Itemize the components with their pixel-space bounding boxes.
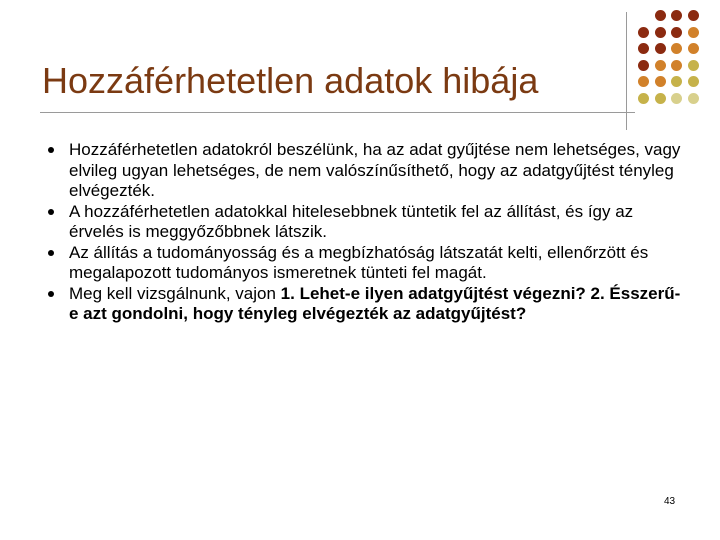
decorative-dot — [688, 43, 699, 54]
decorative-dot — [671, 43, 682, 54]
decorative-dot — [688, 10, 699, 21]
bullet-item-1 — [48, 140, 688, 202]
bullet-item-4 — [48, 284, 688, 325]
bullet-list — [48, 140, 688, 325]
decorative-dot — [638, 76, 649, 87]
decorative-dot — [655, 60, 666, 71]
bullet-text-1: Hozzáférhetetlen adatokról beszélünk, ha az adat gyűjtése nem lehetséges, vagy elvileg ugyan lehetséges, de nem valószínűsíthető, hogy az adatgyűjtést tényleg elvégezték. — [69, 140, 681, 200]
decorative-dot — [638, 60, 649, 71]
bullet-item-3 — [48, 243, 688, 284]
page-number: 43 — [664, 496, 676, 507]
bullet-text-2: A hozzáférhetetlen adatokkal hitelesebbnek tüntetik fel az állítást, és így az érvelés is meggyőzőbbnek látszik. — [69, 201, 634, 241]
title-divider — [40, 112, 635, 113]
decorative-dot — [671, 27, 682, 38]
bullet-item-2 — [48, 202, 688, 243]
decorative-dot — [638, 93, 649, 104]
decorative-dot — [671, 60, 682, 71]
bullet-text-4-lead: Meg kell vizsgálnunk, vajon — [69, 283, 281, 303]
decorative-dot — [638, 27, 649, 38]
decorative-dot — [638, 43, 649, 54]
decorative-dot — [655, 93, 666, 104]
decorative-dot — [655, 76, 666, 87]
decorative-dot — [688, 27, 699, 38]
bullet-point-icon — [48, 250, 54, 256]
bullet-point-icon — [48, 291, 54, 297]
decorative-dot — [688, 60, 699, 71]
decorative-dot — [655, 43, 666, 54]
decorative-dot — [671, 76, 682, 87]
bullet-point-icon — [48, 147, 54, 153]
decorative-dot — [655, 10, 666, 21]
decorative-dot — [655, 27, 666, 38]
decorative-dot — [688, 76, 699, 87]
decorative-dot — [671, 10, 682, 21]
slide-title: Hozzáférhetetlen adatok hibája — [42, 60, 539, 101]
vertical-divider — [626, 12, 627, 130]
bullet-text-4-questions: 1. Lehet-e ilyen adatgyűjtést végezni? 2. Ésszerű-e azt gondolni, hogy tényleg elvégezték az adatgyűjtést? — [69, 283, 681, 323]
decorative-dot — [688, 93, 699, 104]
bullet-point-icon — [48, 209, 54, 215]
decorative-dot — [671, 93, 682, 104]
bullet-text-3: Az állítás a tudományosság és a megbízhatóság látszatát kelti, ellenőrzött és megalapozott tudományos ismeretnek tünteti fel magát. — [69, 242, 649, 282]
